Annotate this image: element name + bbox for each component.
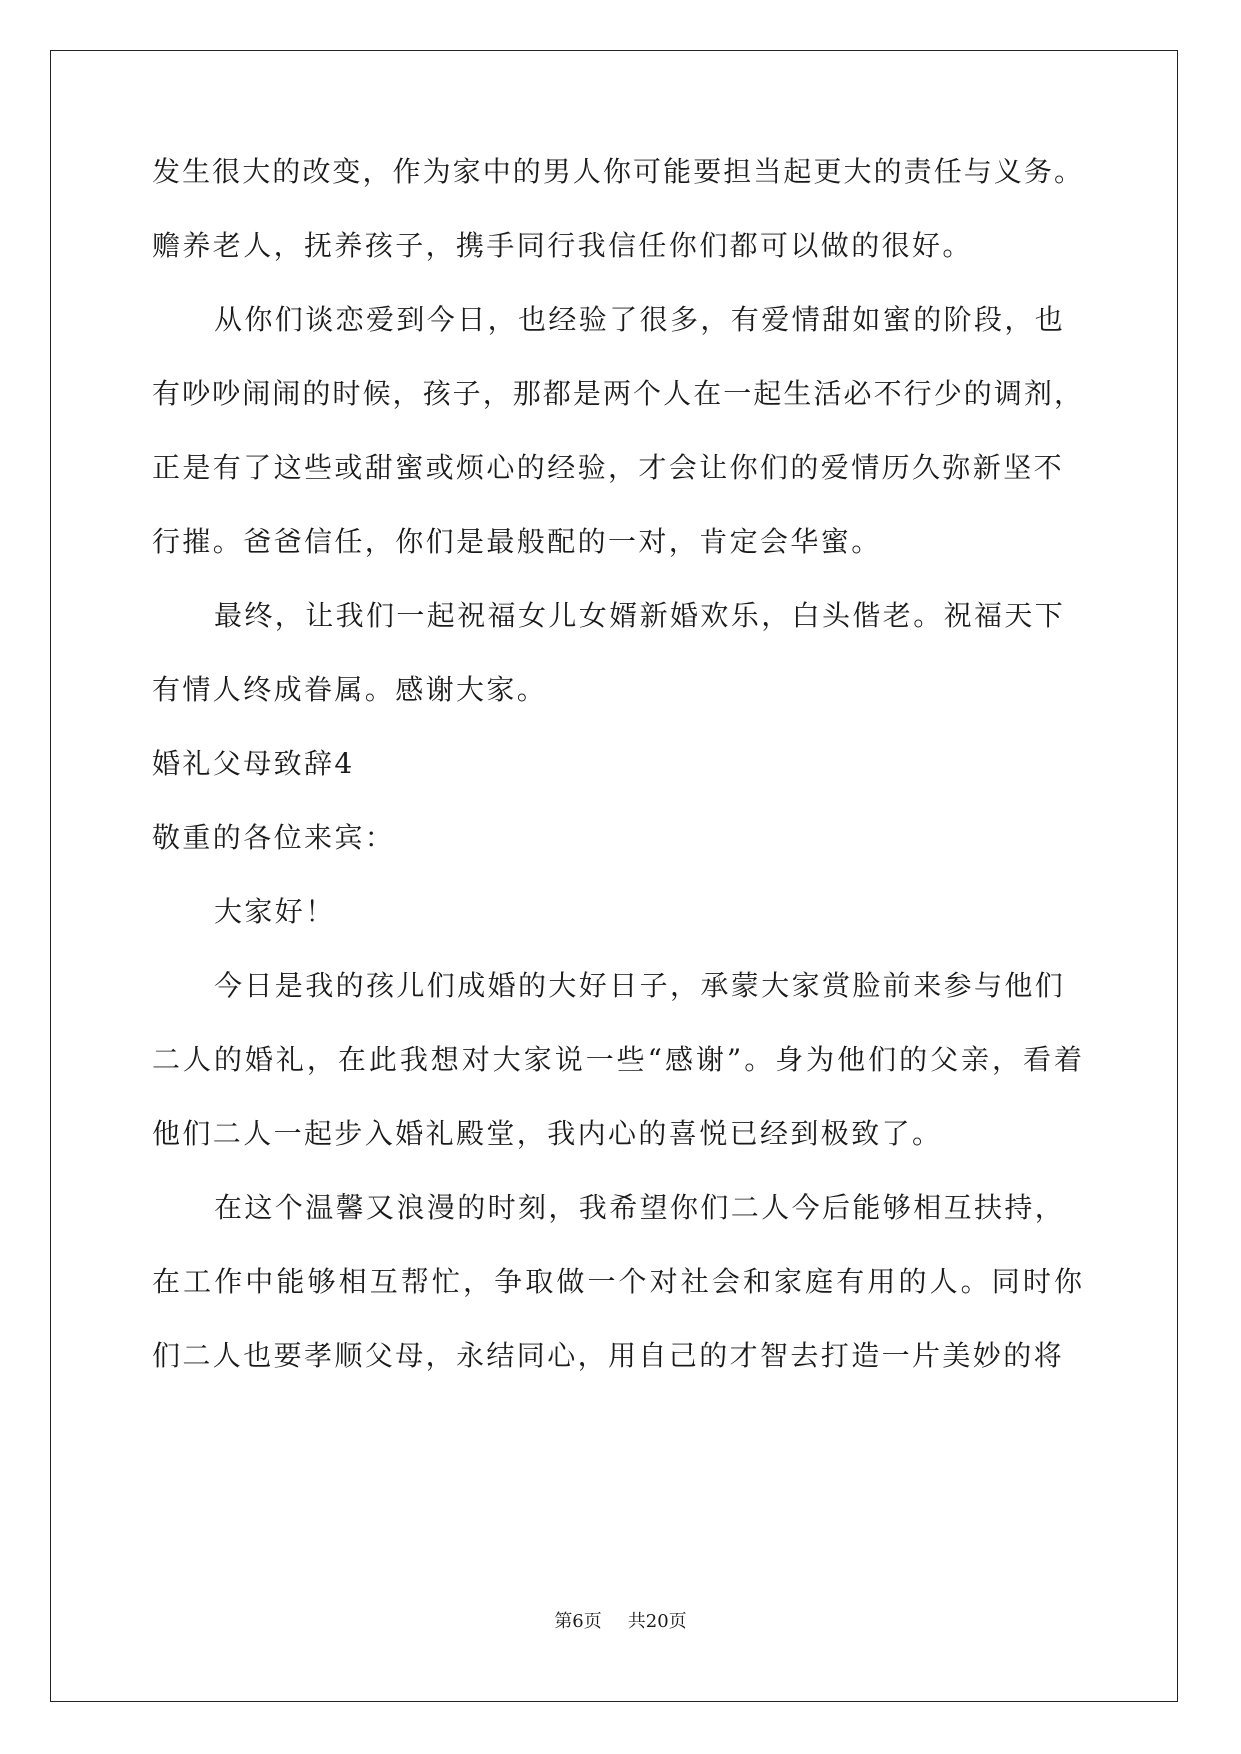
page-footer bbox=[0, 1610, 1241, 1634]
paragraph-line: 在这个温馨又浪漫的时刻，我希望你们二人今后能够相互扶持， bbox=[214, 1191, 1066, 1224]
section-heading: 婚礼父母致辞4 bbox=[152, 747, 355, 780]
paragraph-line: 今日是我的孩儿们成婚的大好日子，承蒙大家赏脸前来参与他们 bbox=[214, 969, 1066, 1002]
paragraph-line: 发生很大的改变，作为家中的男人你可能要担当起更大的责任与义务。 bbox=[152, 155, 1082, 188]
paragraph-line: 赡养老人，抚养孩子，携手同行我信任你们都可以做的很好。 bbox=[152, 229, 973, 262]
paragraph-line: 他们二人一起步入婚礼殿堂，我内心的喜悦已经到极致了。 bbox=[152, 1117, 943, 1150]
total-pages: 共20页 bbox=[627, 1611, 687, 1632]
paragraph-line: 正是有了这些或甜蜜或烦心的经验，才会让你们的爱情历久弥新坚不 bbox=[152, 451, 1065, 484]
salutation: 敬重的各位来宾： bbox=[152, 821, 396, 854]
paragraph-line: 行摧。爸爸信任，你们是最般配的一对，肯定会华蜜。 bbox=[152, 525, 882, 558]
paragraph-line: 最终，让我们一起祝福女儿女婿新婚欢乐，白头偕老。祝福天下 bbox=[214, 599, 1066, 632]
paragraph-line: 有情人终成眷属。感谢大家。 bbox=[152, 673, 548, 706]
greeting: 大家好！ bbox=[214, 895, 336, 928]
paragraph-line: 在工作中能够相互帮忙，争取做一个对社会和家庭有用的人。同时你 bbox=[152, 1265, 1082, 1298]
paragraph-line: 二人的婚礼，在此我想对大家说一些“感谢”。身为他们的父亲，看着 bbox=[152, 1043, 1082, 1076]
paragraph-line: 有吵吵闹闹的时候，孩子，那都是两个人在一起生活必不行少的调剂， bbox=[152, 377, 1082, 410]
paragraph-line: 从你们谈恋爱到今日，也经验了很多，有爱情甜如蜜的阶段，也 bbox=[214, 303, 1066, 336]
page-border bbox=[50, 50, 1178, 1702]
paragraph-line: 们二人也要孝顺父母，永结同心，用自己的才智去打造一片美妙的将 bbox=[152, 1339, 1065, 1372]
current-page-number: 第6页 bbox=[554, 1611, 602, 1632]
